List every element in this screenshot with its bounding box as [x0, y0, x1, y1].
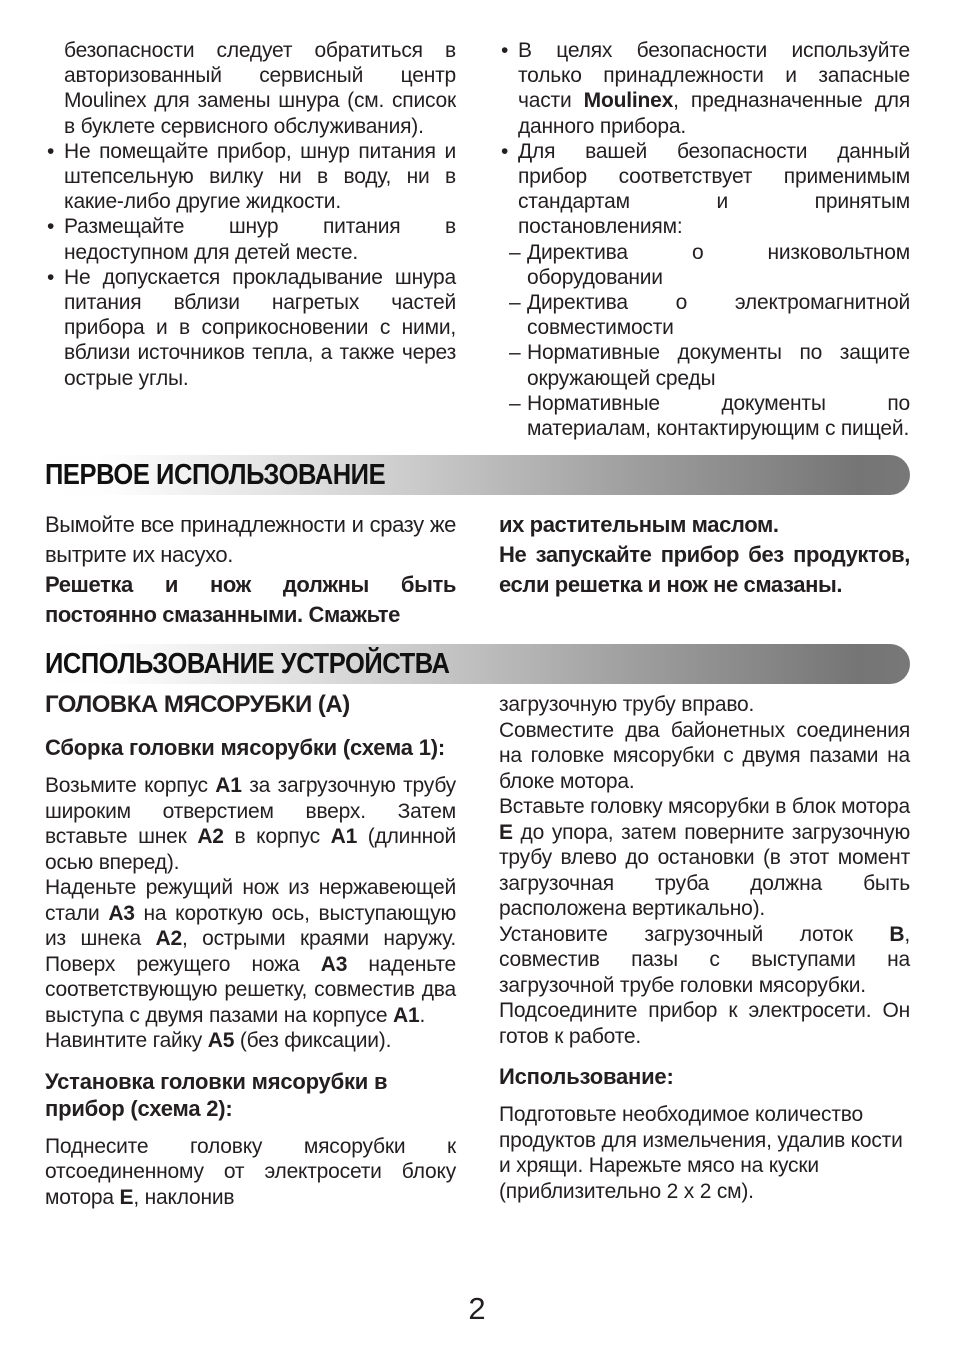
- bullet-item: [499, 139, 910, 240]
- text-run: их растительным маслом.: [499, 512, 779, 538]
- device-use-section: [45, 692, 910, 1210]
- text-run: безопасности следует обратиться в авторизованный сервисный центр Moulinex для замены шнура (см. список в буклете сервисного обслуживания).: [64, 39, 456, 138]
- text-run: Сборка головки мясорубки (схема 1):: [45, 735, 446, 761]
- dash-item: [499, 240, 910, 290]
- text-run: Установите загрузочный лоток: [499, 922, 890, 946]
- bullet-item: [45, 139, 456, 215]
- text-run: А1: [330, 825, 358, 849]
- text-run: Размещайте шнур питания в недоступном для детей месте.: [64, 215, 456, 264]
- page-number: 2: [468, 1291, 486, 1326]
- bullet-marker: •: [47, 215, 55, 239]
- text-run: А1: [393, 1003, 420, 1027]
- bullet-item: [499, 38, 910, 139]
- bullet-marker: •: [47, 265, 55, 289]
- text-run: Е: [499, 820, 513, 844]
- first-use-left-column: [45, 510, 456, 630]
- paragraph: [45, 570, 456, 630]
- subsection-heading: [45, 692, 456, 718]
- text-run: А3: [108, 901, 135, 925]
- text-run: Moulinex: [583, 89, 674, 113]
- text-run: А2: [155, 927, 182, 951]
- dash-item: [499, 340, 910, 390]
- paragraph: [499, 718, 910, 795]
- paragraph: [499, 540, 910, 600]
- text-run: Возьмите корпус: [45, 774, 216, 798]
- section-title-first-use: ПЕРВОЕ ИСПОЛЬЗОВАНИЕ: [45, 458, 386, 491]
- paragraph: [499, 1102, 910, 1204]
- text-run: в корпус: [223, 825, 331, 849]
- safety-right-column: [499, 38, 910, 441]
- text-run: Для вашей безопасности данный прибор соответствует применимым стандартам и принятым постановлениям:: [518, 139, 910, 239]
- paragraph-heading: [45, 734, 456, 761]
- bullet-marker: •: [501, 139, 509, 163]
- paragraph: [499, 510, 910, 540]
- text-run: Директива о низковольтном оборудовании: [527, 240, 910, 289]
- text-run: В целях безопасности используйте только принадлежности и запасные части: [518, 39, 910, 113]
- bullet-marker: •: [47, 139, 55, 163]
- text-run: Не запускайте прибор без продуктов, если решетка и нож не смазаны.: [499, 542, 910, 598]
- text-run: .: [419, 1003, 426, 1027]
- text-run: Использование:: [499, 1064, 674, 1090]
- bullet-marker: •: [501, 39, 509, 62]
- text-run: за загрузочную трубу широким отверстием вверх. Затем вставьте шнек: [45, 774, 456, 849]
- text-run: Решетка и нож должны быть постоянно смазанными. Смажьте: [45, 572, 456, 628]
- device-use-left-column: [45, 692, 456, 1210]
- text-run: , предназначенные для данного прибора.: [518, 89, 910, 138]
- text-run: наденьте соответствующую решетку, совместив два выступа с двумя пазами на корпусе: [45, 952, 456, 1027]
- text-run: Вымойте все принадлежности и сразу же вытрите их насухо.: [45, 512, 456, 568]
- text-run: , острыми краями наружу. Поверх режущего ножа: [45, 927, 456, 976]
- text-run: загрузочную трубу вправо.: [499, 693, 755, 717]
- text-run: Нормативные документы по защите окружающей среды: [527, 341, 910, 390]
- text-run: , совместив пазы с выступами на загрузочной трубе головки мясорубки.: [499, 922, 910, 997]
- text-run: (без фиксации).: [234, 1029, 392, 1053]
- continued-paragraph: [45, 38, 456, 139]
- paragraph: [45, 1134, 456, 1211]
- device-use-right-column: [499, 692, 910, 1210]
- dash-marker: –: [509, 291, 521, 315]
- text-run: Совместите два байонетных соединения на головке мясорубки с двумя пазами на блоке мотора.: [499, 718, 910, 793]
- paragraph-heading: [499, 1063, 910, 1090]
- dash-marker: –: [509, 391, 521, 415]
- dash-marker: –: [509, 341, 521, 365]
- text-run: ГОЛОВКА МЯСОРУБКИ (А): [45, 691, 350, 719]
- dash-item: [499, 290, 910, 340]
- bullet-item: [45, 214, 456, 264]
- section-header-device-use: [45, 644, 910, 684]
- text-run: , наклонив: [133, 1185, 235, 1209]
- paragraph: [499, 794, 910, 922]
- safety-section: [45, 38, 910, 441]
- first-use-section: [45, 510, 910, 630]
- paragraph: [499, 692, 910, 718]
- text-run: до упора, затем поверните загрузочную трубу влево до остановки (в этот момент загрузочная труба должна быть расположена вертикально).: [499, 820, 910, 921]
- paragraph: [45, 1028, 456, 1054]
- paragraph: [499, 922, 910, 999]
- section-header-first-use: [45, 455, 910, 495]
- text-run: А3: [320, 952, 348, 976]
- text-run: Подготовьте необходимое количество продуктов для измельчения, удалив кости и хрящи. Нарежьте мясо на куски (приблизительно 2 х 2 см).: [499, 1103, 903, 1203]
- safety-left-column: [45, 38, 456, 441]
- text-run: Директива о электромагнитной совместимости: [527, 291, 910, 340]
- bullet-item: [45, 265, 456, 391]
- text-run: А5: [207, 1029, 235, 1053]
- paragraph: [45, 875, 456, 1028]
- text-run: Поднесите головку мясорубки к отсоединенному от электросети блоку мотора: [45, 1134, 456, 1209]
- text-run: Подсоедините прибор к электросети. Он готов к работе.: [499, 999, 910, 1048]
- paragraph: [45, 510, 456, 570]
- text-run: Навинтите гайку: [45, 1029, 208, 1053]
- text-run: Нормативные документы по материалам, контактирующим с пищей.: [527, 391, 910, 441]
- section-title-device-use: ИСПОЛЬЗОВАНИЕ УСТРОЙСТВА: [45, 647, 450, 680]
- text-run: Не допускается прокладывание шнура питания вблизи нагретых частей прибора и в соприкосновении с ними, вблизи источников тепла, а также через острые углы.: [64, 265, 456, 390]
- text-run: Установка головки мясорубки в прибор (схема 2):: [45, 1068, 388, 1121]
- dash-marker: –: [509, 240, 521, 264]
- text-run: (длинной осью вперед).: [45, 825, 457, 874]
- dash-item: [499, 391, 910, 441]
- text-run: Не помещайте прибор, шнур питания и штепсельную вилку ни в воду, ни в какие-либо другие жидкости.: [64, 139, 456, 214]
- text-run: Наденьте режущий нож из нержавеющей стали: [45, 876, 456, 925]
- text-run: А1: [215, 774, 242, 798]
- paragraph: [45, 773, 456, 875]
- text-run: А2: [197, 825, 224, 849]
- paragraph: [499, 998, 910, 1049]
- text-run: Е: [119, 1185, 134, 1209]
- text-run: В: [889, 922, 905, 946]
- text-run: Вставьте головку мясорубки в блок мотора: [499, 795, 910, 819]
- paragraph-heading: [45, 1068, 456, 1122]
- first-use-right-column: [499, 510, 910, 630]
- text-run: на короткую ось, выступающую из шнека: [45, 901, 456, 951]
